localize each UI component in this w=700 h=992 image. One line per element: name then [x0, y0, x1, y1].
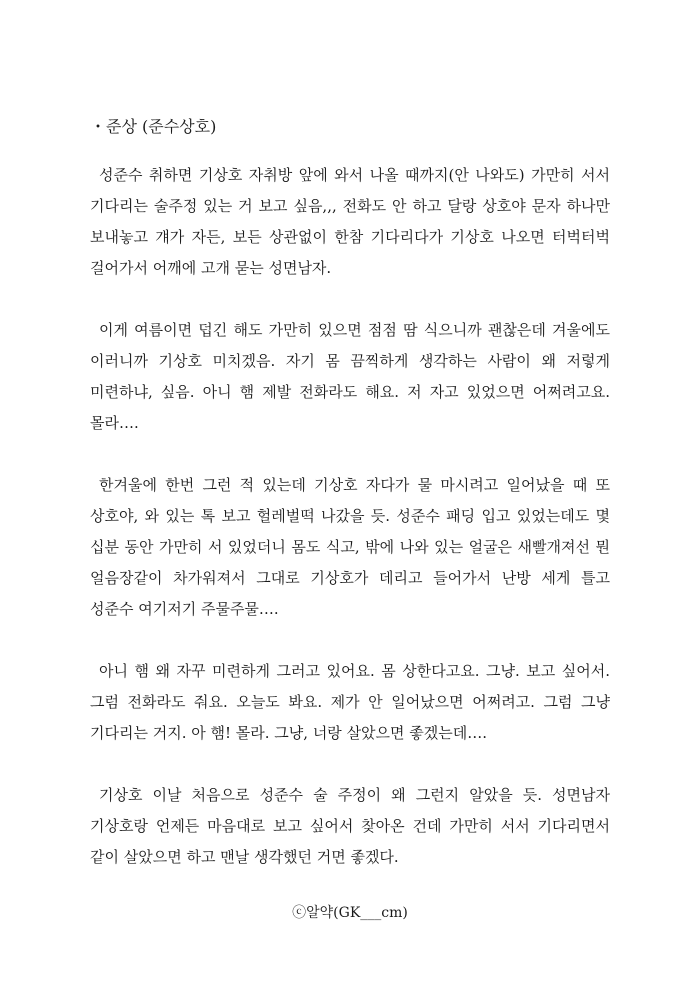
paragraph-1: 성준수 취하면 기상호 자취방 앞에 와서 나올 때까지(안 나와도) 가만히 서서 기다리는 술주정 있는 거 보고 싶음,,, 전화도 안 하고 달랑 상호야 문자 하나만 보내놓고 걔가 자든, 보든 상관없이 한참 기다리다가 기상호 나오면 터벅터벅 걸어가서 어깨에 고개 묻는 성면남자. — [90, 166, 610, 277]
copyright-credit: ⓒ알약(GK___cm) — [292, 905, 408, 921]
paragraph-3: 한겨울에 한번 그런 적 있는데 기상호 자다가 물 마시려고 일어났을 때 또 상호야, 와 있는 톡 보고 헐레벌떡 나갔을 듯. 성준수 패딩 입고 있었는데도 몇 십분 동안 가만히 서 있었더니 몸도 식고, 밖에 나와 있는 얼굴은 새빨개져선 뭔 얼음장같이 차가워져서 그대로 기상호가 데리고 들어가서 난방 세게 틀고 성준수 여기저기 주물주물…. — [90, 476, 610, 618]
paragraph-2: 이게 여름이면 덥긴 해도 가만히 있으면 점점 땀 식으니까 괜찮은데 겨울에도 이러니까 기상호 미치겠음. 자기 몸 끔찍하게 생각하는 사람이 왜 저렇게 미련하냐, 싶음. 아니 햄 제발 전화라도 해요. 저 자고 있었으면 어쩌려고요. 몰라…. — [90, 321, 610, 432]
document-body — [90, 114, 610, 904]
section-heading: ・준상 (준수상호) — [90, 117, 217, 136]
paragraph-4: 아니 햄 왜 자꾸 미련하게 그러고 있어요. 몸 상한다고요. 그냥. 보고 싶어서. 그럼 전화라도 줘요. 오늘도 봐요. 제가 안 일어났으면 어쩌려고. 그럼 그냥 기다리는 거지. 아 햄! 몰라. 그냥, 너랑 살았으면 좋겠는데…. — [90, 662, 610, 742]
paragraph-5: 기상호 이날 처음으로 성준수 술 주정이 왜 그런지 알았을 듯. 성면남자 기상호랑 언제든 마음대로 보고 싶어서 찾아온 건데 가만히 서서 기다리면서 같이 살았으면 하고 맨날 생각했던 거면 좋겠다. — [90, 786, 610, 866]
